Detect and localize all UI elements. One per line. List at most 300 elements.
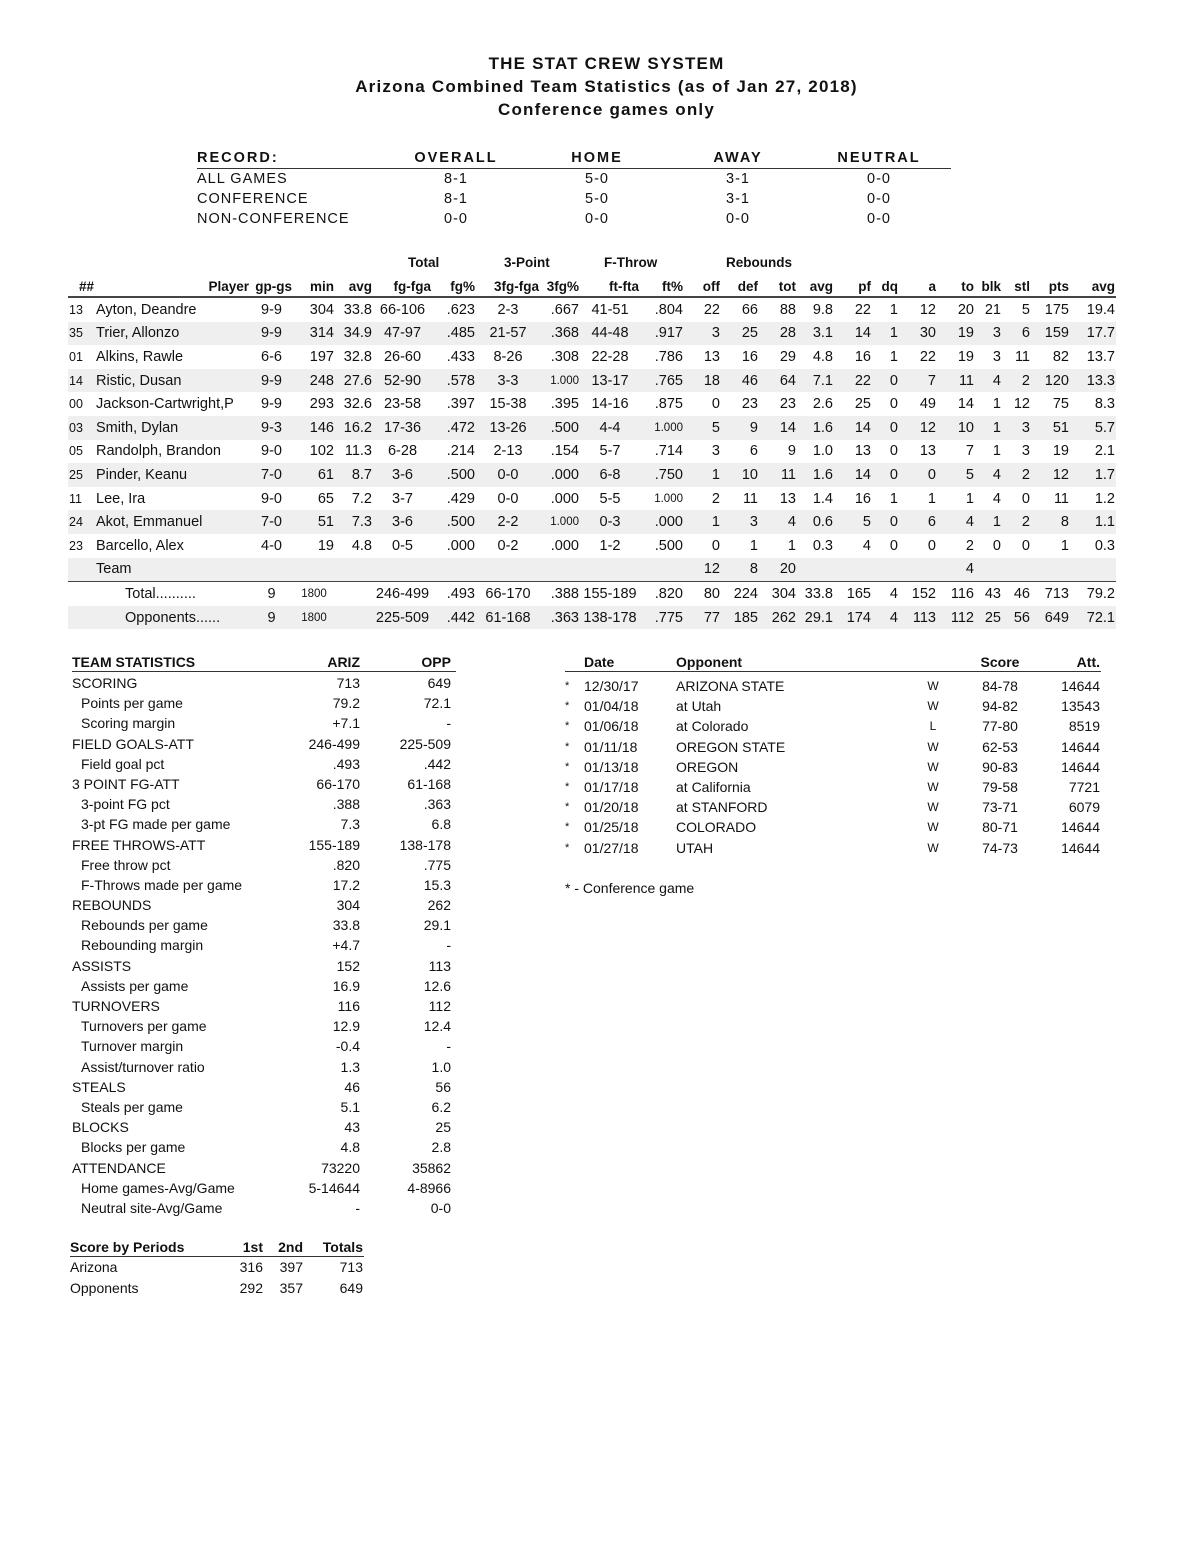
player-cell: 23-58 [383,396,422,413]
opp-value: - [446,715,451,732]
player-cell: 197 [309,348,334,365]
player-cell: 1.2 [1094,490,1115,507]
player-cell: 0-0 [497,490,519,507]
player-cell: 11 [69,491,82,506]
game-opponent: OREGON STATE [676,738,786,755]
record-cell: 0-0 [726,211,750,227]
player-row [68,534,1116,558]
player-cell: 4.8 [351,537,372,554]
column-header: ft-fta [580,276,640,297]
player-cell: 1 [684,510,721,534]
team-stat-row [72,1198,456,1218]
player-cell: 314 [293,322,335,346]
game-attendance: 7721 [1068,778,1100,795]
player-cell: 19.4 [1086,301,1115,318]
player-cell: 4 [992,490,1001,507]
game-result: L [929,719,937,734]
player-cell: 82 [1052,348,1069,365]
player-cell: 75 [1052,396,1069,413]
ariz-value: 155-189 [308,836,360,853]
game-date: 01/13/18 [584,758,639,775]
game-date: 01/04/18 [584,698,639,715]
player-cell: Barcello, Alex [96,537,184,554]
team-stats-header-row [72,653,456,672]
totals-cell: 4 [872,582,899,606]
player-cell: 4 [975,463,1002,487]
player-cell: 5 [684,416,721,440]
team-stat-label: Points per game [81,695,183,712]
player-cell: 11 [1053,490,1069,507]
game-attendance: 14644 [1061,738,1100,755]
team-stat-label: ASSISTS [72,957,132,974]
record-cell: NON-CONFERENCE [197,211,350,227]
player-cell: 1.4 [812,490,833,507]
player-cell: 23 [779,396,796,413]
player-cell: 3 [1021,443,1030,460]
player-cell: 120 [1031,369,1070,393]
player-cell: 5 [937,463,975,487]
team-stat-row [72,1016,456,1036]
player-cell [797,558,834,582]
player-cell: 16 [741,348,758,365]
player-cell: 03 [68,416,95,440]
player-cell: 13 [919,443,936,460]
player-cell: 12 [1013,396,1030,413]
player-cell: 13.7 [1086,348,1115,365]
player-cell: 12 [899,416,937,440]
record-header-cell: AWAY [713,150,763,166]
ariz-value: .493 [332,755,360,772]
ariz-value: 5-14644 [308,1179,360,1196]
schedule-table [565,653,1101,896]
player-cell: 51 [1031,416,1070,440]
player-cell: 6-8 [580,463,640,487]
column-header: to [937,276,975,297]
player-cell: 0-0 [476,463,540,487]
conference-marker: * [565,780,570,793]
player-cell: 3 [992,348,1001,365]
player-cell: .917 [640,322,684,346]
player-cell: 6 [1002,322,1031,346]
player-cell: 0 [899,463,937,487]
player-cell [293,558,335,582]
ariz-value: 17.2 [332,876,360,893]
player-cell: 10 [937,416,975,440]
player-cell: Alkins, Rawle [96,348,184,365]
player-row [68,487,1116,511]
game-row [565,757,1101,777]
player-row [68,369,1116,393]
totals-cell: 155-189 [580,582,640,606]
player-cell: 14 [759,416,797,440]
game-result: W [927,779,939,794]
player-cell: 27.6 [335,369,373,393]
player-cell: Pinder, Keanu [95,463,250,487]
ariz-value: 66-170 [316,775,360,792]
record-header-cell: RECORD: [197,150,279,166]
player-cell: 3.1 [797,322,834,346]
player-cell: 13-26 [476,416,540,440]
conference-marker: * [565,700,570,713]
game-row [565,777,1101,797]
player-cell: 22 [834,369,872,393]
player-cell: 44-48 [580,322,640,346]
team-stat-row [72,713,456,733]
record-header-row [197,150,951,169]
opp-value: 25 [435,1119,451,1136]
player-cell: 10 [721,463,759,487]
ariz-value: 7.3 [340,816,360,833]
team-stat-label: 3-point FG pct [81,796,170,813]
totals-cell: 649 [1031,606,1070,630]
record-cell: 0-0 [444,211,468,227]
totals-cell: 9 [250,606,293,630]
opp-value: 35862 [412,1159,451,1176]
player-cell: 9 [787,443,796,460]
player-cell: 4 [862,537,871,554]
team-stat-row [72,935,456,955]
player-cell: 7.3 [335,510,373,534]
conference-marker: * [565,821,570,834]
column-header: gp-gs [250,276,293,297]
player-cell: 4 [759,510,797,534]
totals-cell: Opponents...... [95,606,250,630]
record-row [197,211,951,231]
player-cell [335,558,373,582]
team-stat-row [72,754,456,774]
opp-value: 649 [427,675,451,691]
player-row [68,392,1116,416]
opp-value: .363 [423,796,451,813]
player-cell: 3 [975,322,1002,346]
team-stat-label: Assist/turnover ratio [81,1058,205,1075]
player-cell: 0 [992,537,1001,554]
totals-cell: 174 [834,606,872,630]
ariz-value: 152 [336,957,360,974]
totals-cell: 77 [684,606,721,630]
team-stat-row [72,774,456,794]
player-cell [476,558,540,582]
periods-row [70,1278,364,1299]
opp-value: 4-8966 [407,1179,451,1196]
periods-cell: 357 [279,1279,303,1296]
player-table-header-row [68,276,1116,297]
game-row [565,716,1101,736]
team-stat-row [72,895,456,915]
ariz-value: +7.1 [332,715,360,732]
player-cell: 46 [721,369,759,393]
record-cell: ALL GAMES [197,171,288,187]
player-cell: .000 [540,463,580,487]
column-header: blk [975,276,1002,297]
player-cell: 0 [889,396,898,413]
totals-cell [68,582,95,606]
record-header-cell: OVERALL [414,150,498,166]
player-cell: 19 [1052,443,1069,460]
periods-cell: 713 [339,1259,363,1275]
player-cell: .397 [446,396,475,413]
player-cell: 0.6 [797,510,834,534]
game-result: W [927,800,939,815]
player-cell: 4 [937,558,975,582]
opp-value: 2.8 [431,1139,451,1156]
player-row [68,416,1116,440]
team-stat-label: Turnovers per game [81,1018,207,1035]
player-cell: 1 [684,463,721,487]
record-table [197,150,951,231]
periods-header-cell: Score by Periods [70,1239,185,1255]
totals-cell: 79.2 [1070,582,1116,606]
player-cell: 19 [937,322,975,346]
player-cell: 0.3 [1094,537,1115,554]
player-cell: Jackson-Cartwright,P [96,396,234,413]
team-stat-row [72,734,456,754]
player-cell: 1 [1060,537,1069,554]
player-cell: 11.3 [344,443,372,460]
player-cell: 16 [854,490,871,507]
game-opponent: OREGON [676,758,739,775]
team-stat-label: 3 POINT FG-ATT [72,775,180,792]
team-stat-label: Rebounding margin [81,937,204,954]
player-cell: 22 [703,301,720,318]
group-header-3point: 3-Point [504,255,550,270]
record-cell: 0-0 [867,191,891,207]
conference-marker: * [565,680,570,692]
conference-marker: * [565,740,570,753]
player-cell [1031,558,1070,582]
player-cell [250,558,293,582]
player-cell: 01 [69,349,83,364]
player-cell: 13 [703,348,720,365]
opp-value: 262 [427,897,451,914]
player-cell: 1 [872,322,899,346]
player-cell: 3-3 [476,369,540,393]
player-cell: 1-2 [599,537,621,554]
team-stats-header-label: TEAM STATISTICS [72,654,196,670]
player-cell: 66 [741,301,758,318]
player-cell: .000 [550,490,579,507]
player-row [68,558,1116,582]
team-stat-row [72,814,456,834]
record-cell: 3-1 [726,191,750,207]
player-cell: .000 [550,537,579,554]
record-cell: 0-0 [867,211,891,227]
player-cell: 14 [834,463,872,487]
player-row [68,297,1116,322]
game-opponent: at California [676,778,751,795]
player-cell: 3-6 [373,463,432,487]
player-cell: 7-0 [250,510,293,534]
opp-value: 0-0 [430,1199,451,1216]
column-header: Player [95,276,250,297]
totals-cell: 56 [1002,606,1031,630]
column-header: avg [335,276,373,297]
player-cell: 1.6 [797,463,834,487]
player-cell: 6-6 [261,348,282,365]
player-cell: 14 [834,416,872,440]
team-stat-label: Field goal pct [81,755,165,772]
game-result: W [927,679,939,693]
opp-value: .775 [423,856,451,873]
player-cell: .500 [654,537,683,554]
ariz-value: 246-499 [308,735,360,752]
column-header: stl [1002,276,1031,297]
report-title: Arizona Combined Team Statistics (as of Jan 27, 2018) [355,77,858,96]
conference-marker: * [565,841,570,854]
player-cell: 13 [69,302,83,317]
game-row [565,817,1101,837]
team-stat-row [72,1117,456,1137]
opponents-row [68,606,1116,630]
player-cell: 6-28 [387,443,418,460]
player-cell: 2 [965,537,974,554]
ariz-value: - [355,1199,360,1216]
periods-cell: 397 [279,1259,303,1275]
player-cell: 49 [919,396,936,413]
player-cell: Team [95,558,250,582]
player-cell: 21 [984,301,1001,318]
player-cell: 61 [293,463,335,487]
player-cell: 2-13 [493,443,523,460]
game-date: 01/17/18 [584,778,639,795]
player-row [68,440,1116,464]
player-cell: 25 [68,463,95,487]
game-score: 79-58 [982,778,1018,795]
totals-cell: 66-170 [476,582,540,606]
player-cell: .500 [432,510,476,534]
player-cell: 13 [779,490,796,507]
record-header-cell: NEUTRAL [837,150,921,166]
player-cell: 7.1 [797,369,834,393]
team-stat-row [72,794,456,814]
report-subtitle: Conference games only [498,100,715,119]
player-cell: 8.7 [335,463,373,487]
player-cell: 1.0 [812,443,833,460]
game-score: 94-82 [982,698,1018,715]
player-cell: 05 [69,444,83,459]
periods-header-cell: Totals [322,1239,363,1255]
player-cell [1002,558,1031,582]
totals-cell: 116 [937,582,975,606]
player-cell [975,558,1002,582]
totals-cell: 72.1 [1070,606,1116,630]
periods-row [70,1257,364,1278]
player-cell: 1.7 [1070,463,1116,487]
player-row [68,510,1116,534]
periods-cell: Opponents [70,1279,139,1296]
player-cell [540,558,580,582]
player-cell: 9-0 [261,443,282,460]
team-stat-label: Rebounds per game [81,917,208,934]
player-cell [1070,558,1116,582]
opp-value: .442 [423,755,451,772]
player-cell: 1.1 [1070,510,1116,534]
game-date: 01/25/18 [584,819,639,836]
player-cell: .308 [550,348,579,365]
player-cell: 2.1 [1094,443,1115,460]
ariz-value: 4.8 [340,1139,360,1156]
game-attendance: 6079 [1068,799,1100,816]
player-cell: .433 [446,348,475,365]
opp-value: 6.8 [431,816,451,833]
player-cell: 33.8 [343,301,372,318]
player-cell: 0.3 [812,537,833,554]
team-stat-label: F-Throws made per game [81,876,243,893]
opp-value: 29.1 [423,917,451,934]
team-stat-label: STEALS [72,1078,126,1095]
totals-cell: 138-178 [580,606,640,630]
player-cell: 32.6 [343,396,372,413]
player-cell: 4 [937,510,975,534]
player-row [68,345,1116,369]
player-cell [834,558,872,582]
player-cell: 3 [711,443,720,460]
player-cell: 1.000 [540,369,580,393]
player-cell: 21-57 [476,322,540,346]
player-cell: .765 [640,369,684,393]
player-cell: 6 [899,510,937,534]
group-header-rebounds: Rebounds [726,255,792,270]
player-cell: 11 [742,490,758,507]
player-cell: 11 [937,369,975,393]
game-opponent: UTAH [676,839,714,856]
totals-cell: 713 [1031,582,1070,606]
totals-cell: 46 [1002,582,1031,606]
player-cell: 0 [889,443,898,460]
player-cell: 2 [1002,369,1031,393]
game-opponent: COLORADO [676,819,757,836]
team-stat-label: Turnover margin [81,1038,184,1055]
ariz-value: 33.8 [332,917,360,934]
player-cell: 8 [721,558,759,582]
player-cell: 52-90 [373,369,432,393]
player-cell: 19 [317,537,334,554]
player-cell: 64 [759,369,797,393]
player-cell: 65 [317,490,334,507]
game-date: 12/30/17 [584,678,639,694]
player-cell: 00 [69,397,83,412]
player-cell: .623 [446,301,475,318]
group-header-total: Total [408,255,440,270]
record-cell: 0-0 [867,171,891,187]
player-cell: 2-2 [476,510,540,534]
opp-value: 56 [435,1078,451,1095]
team-stat-row [72,956,456,976]
player-cell: 4 [975,369,1002,393]
team-stat-label: FIELD GOALS-ATT [72,735,194,752]
ariz-value: 73220 [321,1159,360,1176]
player-cell: 5-7 [599,443,621,460]
player-cell: 8-26 [493,348,523,365]
player-cell: 24 [68,510,95,534]
totals-cell: Total.......... [95,582,250,606]
team-stat-row [72,673,456,693]
player-cell: 0 [711,396,720,413]
game-attendance: 14644 [1061,758,1100,775]
opp-header: OPP [421,654,451,670]
team-stat-label: SCORING [72,675,138,691]
player-cell: 2 [1002,510,1031,534]
ariz-value: 304 [336,897,360,914]
team-stat-row [72,1158,456,1178]
totals-cell: 152 [899,582,937,606]
player-cell: 25 [721,322,759,346]
player-cell: 6 [749,443,758,460]
player-cell: 4.8 [812,348,833,365]
player-cell: 20 [759,558,797,582]
player-cell: 1.6 [797,416,834,440]
totals-cell: 224 [721,582,759,606]
